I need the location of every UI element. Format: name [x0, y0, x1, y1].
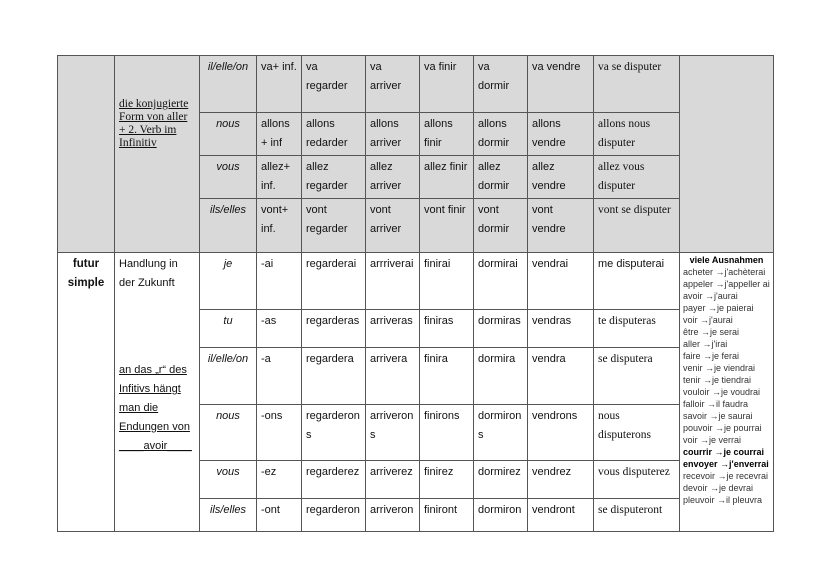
arrow-right-icon: → — [712, 423, 725, 433]
verb-cell: arriveron s — [366, 405, 420, 461]
verb-cell: finiront — [420, 499, 474, 532]
reflexive-cell: se disputeront — [594, 499, 680, 532]
exception-item — [683, 302, 770, 314]
verb-cell: vont finir — [420, 199, 474, 253]
ending-cell: -ont — [257, 499, 302, 532]
verb-cell: vont regarder — [302, 199, 366, 253]
exceptions-list — [683, 266, 770, 506]
verb-cell: allez dormir — [474, 156, 528, 199]
verb-cell: finirons — [420, 405, 474, 461]
verb-cell: allez finir — [420, 156, 474, 199]
exception-item — [683, 362, 770, 374]
exceptions-cell — [680, 253, 774, 532]
exception-item — [683, 386, 770, 398]
exception-verb: faire — [683, 351, 701, 361]
arrow-right-icon: → — [707, 411, 719, 421]
verb-cell: regarderon — [302, 499, 366, 532]
verb-cell: allez regarder — [302, 156, 366, 199]
exception-form: j'aurai — [709, 315, 733, 325]
verb-cell: vendrai — [528, 253, 594, 310]
exception-item — [683, 398, 770, 410]
reflexive-cell: vont se disputer — [594, 199, 680, 253]
exception-form: il faudra — [716, 399, 749, 409]
near-future-description: die konjugierte Form von aller + 2. Verb im Infinitiv — [115, 56, 200, 253]
exception-item — [683, 422, 770, 434]
reflexive-cell: allez vous disputer — [594, 156, 680, 199]
arrow-right-icon: → — [714, 495, 727, 505]
verb-cell: arriveron — [366, 499, 420, 532]
exception-verb: avoir — [683, 291, 703, 301]
exception-form: je pourrai — [724, 423, 762, 433]
ending-cell: -ai — [257, 253, 302, 310]
exception-item — [683, 374, 770, 386]
exception-form: j'appeller ai — [724, 279, 770, 289]
verb-cell: allons dormir — [474, 113, 528, 156]
near-future-row — [58, 56, 774, 113]
verb-cell: regarderas — [302, 310, 366, 348]
verb-cell: allons finir — [420, 113, 474, 156]
exception-item — [683, 410, 770, 422]
verb-cell: vont vendre — [528, 199, 594, 253]
ending-cell: -as — [257, 310, 302, 348]
exception-form: je devrai — [719, 483, 754, 493]
ending-cell: va+ inf. — [257, 56, 302, 113]
reflexive-cell: va se disputer — [594, 56, 680, 113]
reflexive-cell: vous disputerez — [594, 461, 680, 499]
pronoun-cell: vous — [200, 461, 257, 499]
pronoun-cell: je — [200, 253, 257, 310]
arrow-right-icon: → — [717, 459, 730, 469]
exception-item — [683, 266, 770, 278]
verb-cell: allons arriver — [366, 113, 420, 156]
reflexive-cell: se disputera — [594, 348, 680, 405]
verb-cell: allez vendre — [528, 156, 594, 199]
exception-verb: voir — [683, 435, 698, 445]
verb-cell: va regarder — [302, 56, 366, 113]
futur-simple-row — [58, 253, 774, 310]
ending-cell: allez+ inf. — [257, 156, 302, 199]
verb-cell: vont arriver — [366, 199, 420, 253]
pronoun-cell: vous — [200, 156, 257, 199]
verb-cell: finirai — [420, 253, 474, 310]
verb-cell: finirez — [420, 461, 474, 499]
arrow-right-icon: → — [705, 303, 718, 313]
exception-item — [683, 338, 770, 350]
exception-form: je voudrai — [721, 387, 761, 397]
arrow-right-icon: → — [713, 267, 725, 277]
arrow-right-icon: → — [712, 447, 724, 457]
ending-cell: -a — [257, 348, 302, 405]
exception-verb: pouvoir — [683, 423, 713, 433]
arrow-right-icon: → — [698, 327, 711, 337]
verb-cell: vont dormir — [474, 199, 528, 253]
verb-cell: arrivera — [366, 348, 420, 405]
exception-verb: falloir — [683, 399, 705, 409]
exception-item — [683, 470, 770, 482]
exception-verb: acheter — [683, 267, 714, 277]
verb-cell: dormira — [474, 348, 528, 405]
verb-cell: allons redarder — [302, 113, 366, 156]
exception-verb: aller — [683, 339, 701, 349]
exception-verb: appeler — [683, 279, 714, 289]
exception-verb: recevoir — [683, 471, 716, 481]
verb-cell: dormirai — [474, 253, 528, 310]
verb-cell: vendras — [528, 310, 594, 348]
arrow-right-icon: → — [709, 387, 722, 397]
exception-form: je recevrai — [726, 471, 769, 481]
exception-verb: devoir — [683, 483, 708, 493]
exceptions-title: viele Ausnahmen — [689, 255, 764, 265]
exception-form: je courrai — [723, 447, 765, 457]
exception-form: je saurai — [718, 411, 753, 421]
futur-simple-description-2: an das „r“ des Infitivs hängt man die Endungen von ____avoir____ — [119, 364, 192, 452]
ending-cell: -ez — [257, 461, 302, 499]
arrow-right-icon: → — [702, 363, 715, 373]
reflexive-cell: allons nous disputer — [594, 113, 680, 156]
exception-verb: courrir — [683, 447, 713, 457]
arrow-right-icon: → — [713, 279, 725, 289]
pronoun-cell: il/elle/on — [200, 56, 257, 113]
verb-cell: arriveras — [366, 310, 420, 348]
pronoun-cell: ils/elles — [200, 199, 257, 253]
exception-form: j'enverrai — [729, 459, 769, 469]
verb-cell: allez arriver — [366, 156, 420, 199]
verb-cell: va finir — [420, 56, 474, 113]
arrow-right-icon: → — [704, 399, 717, 409]
verb-cell: regarderai — [302, 253, 366, 310]
exception-item — [683, 350, 770, 362]
pronoun-cell: ils/elles — [200, 499, 257, 532]
exception-verb: venir — [683, 363, 703, 373]
exception-form: je ferai — [712, 351, 740, 361]
exception-form: je serai — [710, 327, 740, 337]
exception-verb: envoyer — [683, 459, 718, 469]
verb-cell: va arriver — [366, 56, 420, 113]
reflexive-cell: me disputerai — [594, 253, 680, 310]
exception-verb: tenir — [683, 375, 701, 385]
exception-verb: pleuvoir — [683, 495, 715, 505]
futur-simple-description-1: Handlung in der Zukunft — [119, 258, 178, 289]
verb-cell: dormiron s — [474, 405, 528, 461]
exception-verb: savoir — [683, 411, 708, 421]
exception-form: je paierai — [717, 303, 754, 313]
verb-cell: finiras — [420, 310, 474, 348]
arrow-right-icon: → — [702, 291, 715, 301]
verb-cell: arriverez — [366, 461, 420, 499]
reflexive-cell: nous disputerons — [594, 405, 680, 461]
verb-cell: finira — [420, 348, 474, 405]
exception-form: il pleuvra — [726, 495, 763, 505]
pronoun-cell: nous — [200, 113, 257, 156]
arrow-right-icon: → — [700, 339, 712, 349]
verb-cell: regardera — [302, 348, 366, 405]
arrow-right-icon: → — [700, 351, 713, 361]
verb-cell: allons vendre — [528, 113, 594, 156]
exception-form: j'irai — [711, 339, 728, 349]
verb-cell: arrriverai — [366, 253, 420, 310]
exception-verb: vouloir — [683, 387, 710, 397]
arrow-right-icon: → — [697, 435, 710, 445]
futur-simple-tense-cell: futur simple — [58, 253, 115, 532]
exception-item — [683, 326, 770, 338]
pronoun-cell: tu — [200, 310, 257, 348]
exception-form: je viendrai — [714, 363, 756, 373]
exception-item — [683, 278, 770, 290]
verb-cell: vendra — [528, 348, 594, 405]
reflexive-cell: te disputeras — [594, 310, 680, 348]
verb-cell: vendrez — [528, 461, 594, 499]
exception-form: je tiendrai — [712, 375, 752, 385]
arrow-right-icon: → — [700, 375, 713, 385]
futur-simple-description-cell — [115, 253, 200, 532]
exception-item — [683, 290, 770, 302]
verb-cell: dormirez — [474, 461, 528, 499]
verb-cell: va dormir — [474, 56, 528, 113]
verb-cell: dormiron — [474, 499, 528, 532]
arrow-right-icon: → — [715, 471, 727, 481]
verb-cell: vendrons — [528, 405, 594, 461]
exception-item — [683, 434, 770, 446]
arrow-right-icon: → — [697, 315, 710, 325]
verb-cell: va vendre — [528, 56, 594, 113]
verb-cell: vendront — [528, 499, 594, 532]
ending-cell: allons + inf — [257, 113, 302, 156]
near-future-tense-cell — [58, 56, 115, 253]
verb-cell: dormiras — [474, 310, 528, 348]
pronoun-cell: il/elle/on — [200, 348, 257, 405]
verb-cell: regarderez — [302, 461, 366, 499]
exception-item — [683, 446, 770, 458]
exception-item — [683, 494, 770, 506]
exception-item — [683, 314, 770, 326]
exception-form: je verrai — [709, 435, 742, 445]
verb-cell: regarderon s — [302, 405, 366, 461]
ending-cell: -ons — [257, 405, 302, 461]
near-future-notes-cell — [680, 56, 774, 253]
ending-cell: vont+ inf. — [257, 199, 302, 253]
exception-form: j'achèterai — [724, 267, 766, 277]
exception-verb: être — [683, 327, 699, 337]
arrow-right-icon: → — [707, 483, 720, 493]
exception-item — [683, 458, 770, 470]
exception-verb: voir — [683, 315, 698, 325]
exception-verb: payer — [683, 303, 706, 313]
pronoun-cell: nous — [200, 405, 257, 461]
exception-form: j'aurai — [714, 291, 738, 301]
conjugation-table — [57, 55, 774, 532]
exception-item — [683, 482, 770, 494]
